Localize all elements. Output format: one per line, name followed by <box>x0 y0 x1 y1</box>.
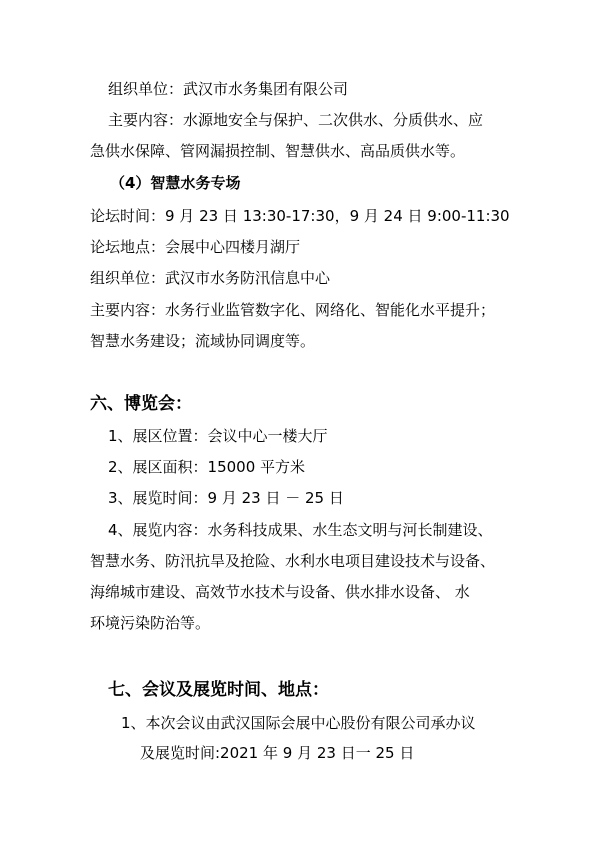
forum-location: 论坛地点：会展中心四楼月湖厅 <box>90 238 301 256</box>
org-unit-water-group: 组织单位：武汉市水务集团有限公司 <box>108 80 349 98</box>
main-content-line-2: 急供水保障、管网漏损控制、智慧供水、高品质供水等。 <box>90 142 466 160</box>
org-unit-flood-center: 组织单位：武汉市水务防汛信息中心 <box>90 269 331 287</box>
expo-item-time: 3、展览时间：9 月 23 日 － 25 日 <box>108 489 344 507</box>
schedule-item-line-1: 1、本次会议由武汉国际会展中心股份有限公司承办议 <box>121 714 476 732</box>
main-content-smart-line-2: 智慧水务建设；流域协同调度等。 <box>90 332 316 350</box>
section-heading-expo: 六、博览会： <box>90 394 192 414</box>
section-heading-schedule: 七、会议及展览时间、地点： <box>108 680 329 700</box>
main-content-smart-line-1: 主要内容：水务行业监管数字化、网络化、智能化水平提升； <box>90 301 496 319</box>
expo-item-content-line-4: 环境污染防治等。 <box>90 614 211 632</box>
forum-time: 论坛时间：9 月 23 日 13:30-17:30，9 月 24 日 9:00-11:30 <box>90 207 510 225</box>
expo-item-content-line-1: 4、展览内容：水务科技成果、水生态文明与河长制建设、 <box>108 521 493 539</box>
main-content-line-1: 主要内容：水源地安全与保护、二次供水、分质供水、应 <box>108 111 484 129</box>
expo-item-content-line-3: 海绵城市建设、高效节水技术与设备、供水排水设备、 水 <box>90 583 470 601</box>
expo-item-content-line-2: 智慧水务、防汛抗旱及抢险、水利水电项目建设技术与设备、 <box>90 552 496 570</box>
expo-item-area: 2、展区面积：15000 平方米 <box>108 458 306 476</box>
subsection-title-smart-water: （4）智慧水务专场 <box>110 174 241 192</box>
schedule-item-line-2: 及展览时间:2021 年 9 月 23 日一 25 日 <box>140 744 415 762</box>
expo-item-location: 1、展区位置：会议中心一楼大厅 <box>108 427 328 445</box>
